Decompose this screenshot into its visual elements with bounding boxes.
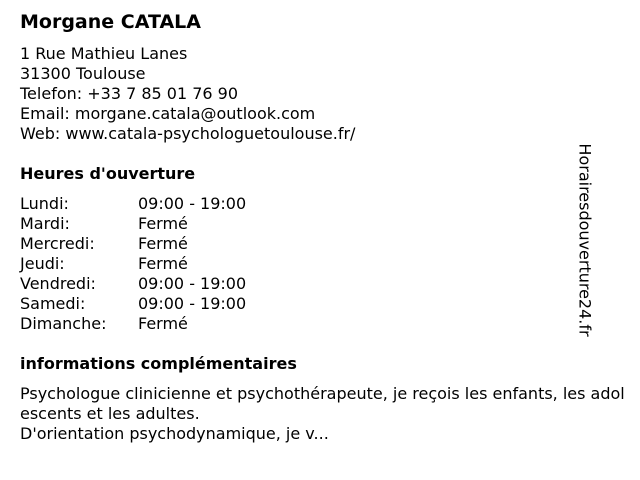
day-label: Lundi: (20, 194, 69, 213)
additional-info-text (20, 384, 625, 444)
phone-number: Telefon: +33 7 85 01 76 90 (20, 84, 239, 103)
day-hours: 09:00 - 19:00 (138, 274, 247, 293)
day-hours: Fermé (138, 254, 188, 273)
day-hours: Fermé (138, 214, 188, 233)
day-hours: Fermé (138, 314, 188, 333)
day-hours: 09:00 - 19:00 (138, 194, 247, 213)
day-label: Dimanche: (20, 314, 107, 333)
day-label: Mardi: (20, 214, 70, 233)
day-label: Samedi: (20, 294, 86, 313)
day-label: Vendredi: (20, 274, 96, 293)
website: Web: www.catala-psychologuetoulouse.fr/ (20, 124, 356, 143)
profile-name: Morgane CATALA (20, 11, 201, 33)
contact-block (20, 44, 355, 144)
address-street: 1 Rue Mathieu Lanes (20, 44, 188, 63)
day-hours: 09:00 - 19:00 (138, 294, 247, 313)
day-label: Mercredi: (20, 234, 95, 253)
email-address: Email: morgane.catala@outlook.com (20, 104, 316, 123)
day-hours: Fermé (138, 234, 188, 253)
address-city: 31300 Toulouse (20, 64, 146, 83)
info-paragraph-truncated: D'orientation psychodynamique, je v... (20, 424, 329, 443)
day-label: Jeudi: (20, 254, 65, 273)
info-paragraph: Psychologue clinicienne et psychothérapeute, je reçois les enfants, les adolescents et les adultes. (20, 384, 625, 423)
site-watermark: Horairesdouverture24.fr (575, 143, 595, 337)
opening-hours-title: Heures d'ouverture (20, 164, 196, 183)
additional-info-title: informations complémentaires (20, 354, 297, 373)
